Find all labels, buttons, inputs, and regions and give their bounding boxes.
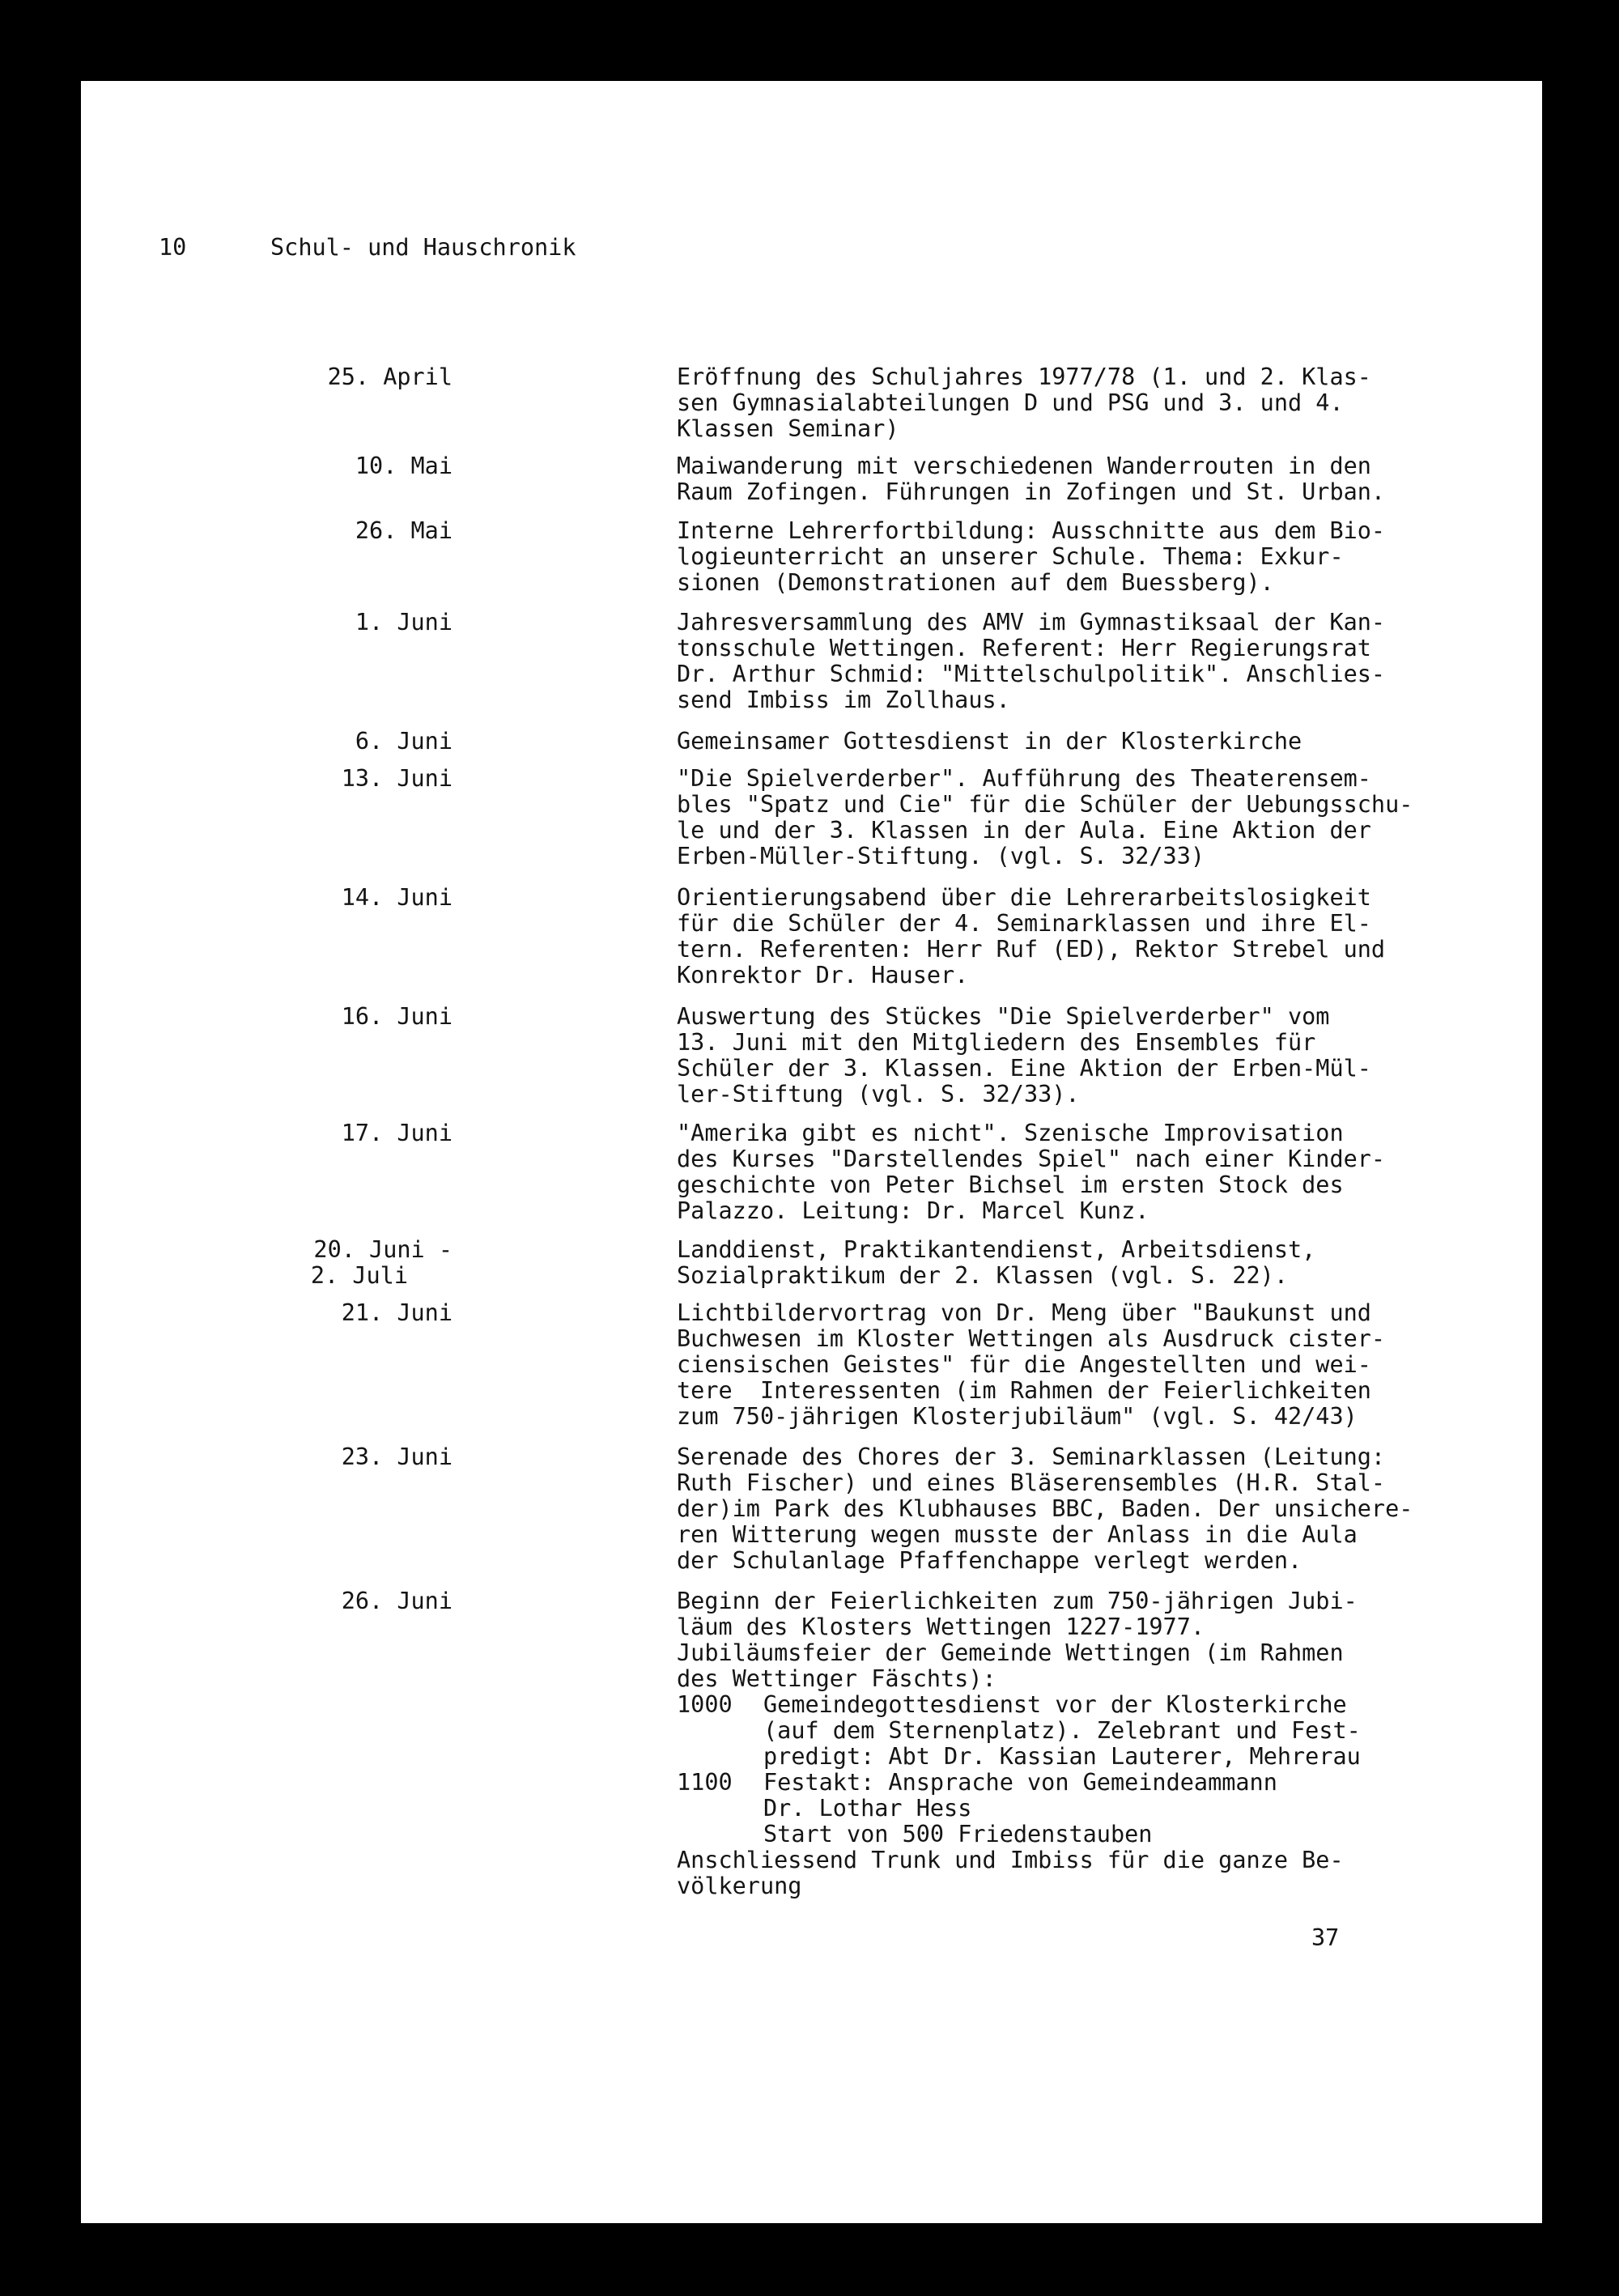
entry-line: bles "Spatz und Cie" für die Schüler der Uebungsschu- [677, 791, 1413, 818]
entry-line: logieunterricht an unserer Schule. Thema: Exkur- [677, 543, 1344, 570]
entry-line: Auswertung des Stückes "Die Spielverderber" vom [677, 1003, 1330, 1030]
entry-line: ler-Stiftung (vgl. S. 32/33). [677, 1081, 1080, 1108]
entry-line: Orientierungsabend über die Lehrerarbeitslosigkeit [677, 884, 1371, 911]
entry-date: 16. Juni [341, 1003, 453, 1030]
entry-date: 13. Juni [341, 765, 453, 792]
program-line: Festakt: Ansprache von Gemeindeammann [763, 1769, 1277, 1796]
entry-line: tonsschule Wettingen. Referent: Herr Regierungsrat [677, 635, 1371, 661]
entry-date: 23. Juni [341, 1444, 453, 1470]
entry-line: "Die Spielverderber". Aufführung des Theaterensem- [677, 765, 1371, 792]
entry-date: 26. Mai [355, 517, 453, 544]
entry-line: Lichtbildervortrag von Dr. Meng über "Baukunst und [677, 1299, 1371, 1326]
entry-line: der)im Park des Klubhauses BBC, Baden. Der unsichere- [677, 1495, 1413, 1522]
entry-line: läum des Klosters Wettingen 1227-1977. [677, 1614, 1205, 1640]
entry-line: ren Witterung wegen musste der Anlass in die Aula [677, 1521, 1358, 1548]
program-time: 1100 [677, 1769, 733, 1796]
entry-line: Klassen Seminar) [677, 415, 899, 442]
entry-line: zum 750-jährigen Klosterjubiläum" (vgl. S. 42/43) [677, 1403, 1358, 1430]
entry-line: send Imbiss im Zollhaus. [677, 687, 1010, 713]
entry-date: 26. Juni [341, 1588, 453, 1614]
entry-line: Gemeinsamer Gottesdienst in der Klosterkirche [677, 728, 1302, 755]
entry-line: Serenade des Chores der 3. Seminarklassen (Leitung: [677, 1444, 1386, 1470]
entry-date: 17. Juni [341, 1120, 453, 1146]
page-number: 37 [1311, 1924, 1340, 1951]
entry-line: des Wettinger Fäschts): [677, 1665, 996, 1692]
entry-line: le und der 3. Klassen in der Aula. Eine Aktion der [677, 817, 1371, 844]
entry-line: Anschliessend Trunk und Imbiss für die ganze Be- [677, 1847, 1344, 1873]
entry-line: Maiwanderung mit verschiedenen Wanderrouten in den [677, 453, 1371, 479]
entry-date: 21. Juni [341, 1299, 453, 1326]
entry-line: Ruth Fischer) und eines Bläserensembles (H.R. Stal- [677, 1469, 1386, 1496]
section-number: 10 [159, 234, 187, 261]
entry-line: für die Schüler der 4. Seminarklassen und ihre El- [677, 910, 1371, 937]
entry-line: ciensischen Geistes" für die Angestellten und wei- [677, 1351, 1371, 1378]
entry-date: 6. Juni [355, 728, 453, 755]
entry-date: 14. Juni [341, 884, 453, 911]
entry-line: 13. Juni mit den Mitgliedern des Ensembles für [677, 1029, 1316, 1056]
entry-line: Eröffnung des Schuljahres 1977/78 (1. und 2. Klas- [677, 364, 1371, 390]
entry-date: 20. Juni - [313, 1236, 453, 1263]
entry-line: des Kurses "Darstellendes Spiel" nach einer Kinder- [677, 1146, 1386, 1172]
entry-line: sionen (Demonstrationen auf dem Buessberg). [677, 569, 1274, 596]
entry-date: 1. Juni [355, 609, 453, 636]
entry-line: der Schulanlage Pfaffenchappe verlegt werden. [677, 1547, 1302, 1574]
program-line: predigt: Abt Dr. Kassian Lauterer, Mehrerau [763, 1743, 1361, 1770]
entry-line: Erben-Müller-Stiftung. (vgl. S. 32/33) [677, 843, 1205, 870]
entry-line: Palazzo. Leitung: Dr. Marcel Kunz. [677, 1197, 1149, 1224]
entry-date: 10. Mai [355, 453, 453, 479]
entry-line: Interne Lehrerfortbildung: Ausschnitte aus dem Bio- [677, 517, 1386, 544]
program-line: Gemeindegottesdienst vor der Klosterkirche [763, 1691, 1347, 1718]
section-title: Schul- und Hauschronik [270, 234, 576, 261]
program-line: (auf dem Sternenplatz). Zelebrant und Fest- [763, 1717, 1361, 1744]
entry-line: sen Gymnasialabteilungen D und PSG und 3. und 4. [677, 389, 1344, 416]
entry-line: Beginn der Feierlichkeiten zum 750-jährigen Jubi- [677, 1588, 1358, 1614]
entry-line: Buchwesen im Kloster Wettingen als Ausdruck cister- [677, 1325, 1386, 1352]
entry-date: 25. April [327, 364, 453, 390]
entry-date-end: 2. Juli [310, 1262, 408, 1289]
program-line: Dr. Lothar Hess [763, 1795, 972, 1822]
entry-line: Landdienst, Praktikantendienst, Arbeitsdienst, [677, 1236, 1316, 1263]
entry-line: Schüler der 3. Klassen. Eine Aktion der Erben-Mül- [677, 1055, 1371, 1082]
entry-line: völkerung [677, 1873, 802, 1899]
entry-line: Raum Zofingen. Führungen in Zofingen und St. Urban. [677, 478, 1386, 505]
entry-line: Jahresversammlung des AMV im Gymnastiksaal der Kan- [677, 609, 1386, 636]
entry-line: tere Interessenten (im Rahmen der Feierlichkeiten [677, 1377, 1371, 1404]
program-line: Start von 500 Friedenstauben [763, 1821, 1153, 1847]
program-time: 1000 [677, 1691, 733, 1718]
entry-line: Konrektor Dr. Hauser. [677, 962, 969, 989]
entry-line: Sozialpraktikum der 2. Klassen (vgl. S. 22). [677, 1262, 1288, 1289]
entry-line: geschichte von Peter Bichsel im ersten Stock des [677, 1171, 1344, 1198]
entry-line: "Amerika gibt es nicht". Szenische Improvisation [677, 1120, 1344, 1146]
entry-line: tern. Referenten: Herr Ruf (ED), Rektor Strebel und [677, 936, 1386, 963]
entry-line: Dr. Arthur Schmid: "Mittelschulpolitik". Anschlies- [677, 661, 1386, 687]
entry-line: Jubiläumsfeier der Gemeinde Wettingen (im Rahmen [677, 1639, 1344, 1666]
